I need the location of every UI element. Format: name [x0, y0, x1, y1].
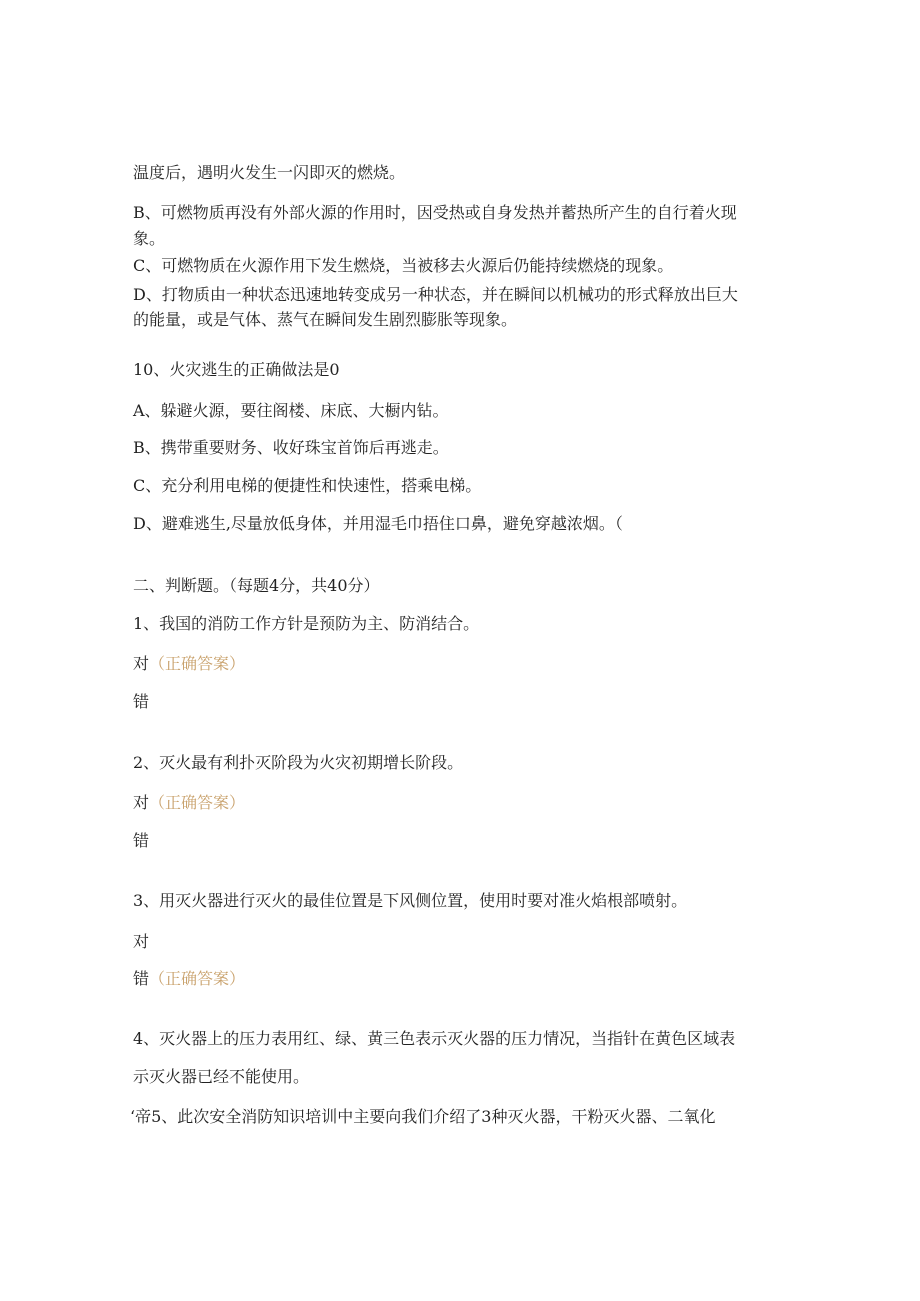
- section-heading: 二、判断题。（每题4分，共40分）: [133, 576, 380, 595]
- q9-option-b-cont: 象。: [133, 229, 166, 248]
- tf-q5-question: ‘帝5、此次安全消防知识培训中主要向我们介绍了3种灭火器，干粉灭火器、二氧化: [130, 1107, 716, 1126]
- q9-option-d-cont: 的能量，或是气体、蒸气在瞬间发生剧烈膨胀等现象。: [133, 310, 518, 329]
- correct-answer-mark: （正确答案）: [149, 654, 246, 673]
- tf-q3-question: 3、用灭火器进行灭火的最佳位置是下风侧位置，使用时要对准火焰根部喷射。: [133, 891, 688, 910]
- tf-q2-option-true: [133, 792, 245, 814]
- q10-option-c: C、充分利用电梯的便捷性和快速性，搭乘电梯。: [133, 476, 482, 495]
- tf-q4-question-cont: 示灭火器已经不能使用。: [133, 1067, 310, 1086]
- tf-q1-option-true: [133, 653, 245, 675]
- q9-text-line: 温度后，遇明火发生一闪即灭的燃烧。: [133, 163, 406, 182]
- correct-answer-mark: （正确答案）: [149, 793, 246, 812]
- tf-q3-option-true: 对: [133, 932, 150, 951]
- tf-q1-question: 1、我国的消防工作方针是预防为主、防消结合。: [133, 614, 480, 633]
- q10-option-a: A、躲避火源，要往阁楼、床底、大橱内钻。: [133, 401, 449, 420]
- tf-q3-option-false: [133, 968, 245, 990]
- q10-question: 10、火灾逃生的正确做法是0: [133, 360, 340, 379]
- option-label: 对: [133, 793, 150, 812]
- option-label: 错: [133, 969, 150, 988]
- q9-option-d: D、打物质由一种状态迅速地转变成另一种状态，并在瞬间以机械功的形式释放出巨大: [133, 285, 738, 304]
- q10-option-d: D、避难逃生,尽量放低身体，并用湿毛巾捂住口鼻，避免穿越浓烟。（: [133, 514, 623, 533]
- tf-q4-question: 4、灭火器上的压力表用红、绿、黄三色表示灭火器的压力情况，当指针在黄色区域表: [133, 1029, 736, 1048]
- q10-option-b: B、携带重要财务、收好珠宝首饰后再逃走。: [133, 438, 449, 457]
- tf-q2-option-false: 错: [133, 831, 150, 850]
- tf-q2-question: 2、灭火最有利扑灭阶段为火灾初期增长阶段。: [133, 753, 464, 772]
- q9-option-c: C、可燃物质在火源作用下发生燃烧，当被移去火源后仍能持续燃烧的现象。: [133, 256, 674, 275]
- q9-option-b: B、可燃物质再没有外部火源的作用时，因受热或自身发热并蓄热所产生的自行着火现: [133, 203, 737, 222]
- tf-q1-option-false: 错: [133, 692, 150, 711]
- option-label: 对: [133, 654, 150, 673]
- correct-answer-mark: （正确答案）: [149, 969, 246, 988]
